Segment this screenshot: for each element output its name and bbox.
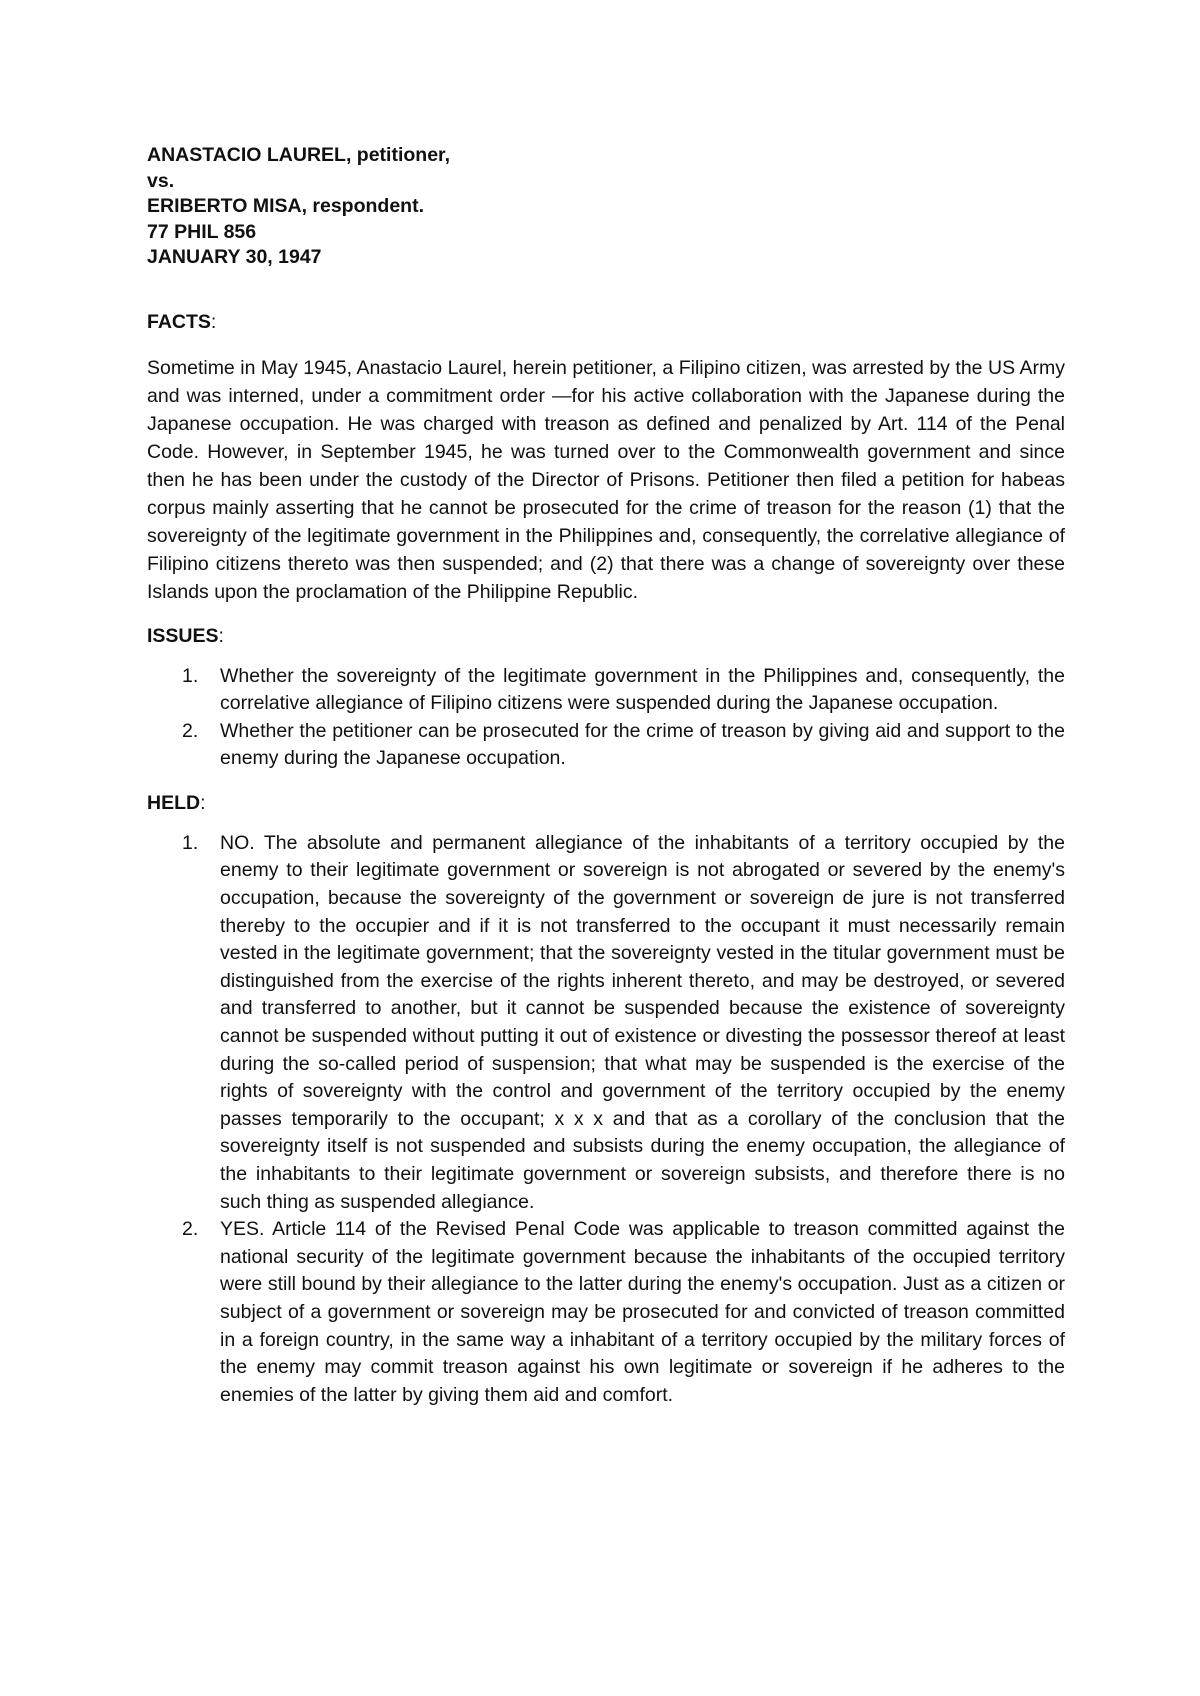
list-item-text: YES. Article 114 of the Revised Penal Code was applicable to treason committed against the national security of the legitimate government because the inhabitants of the occupied territory were still bound by their allegiance to the latter during the enemy's occupation. Just as a citizen or subject of a government or sovereign may be prosecuted for and convicted of treason committed in a foreign country, in the same way a inhabitant of a territory occupied by the military forces of the enemy may commit treason against his own legitimate or sovereign if he adheres to the enemies of the latter by giving them aid and comfort. [220,1218,1065,1406]
list-item-text: Whether the petitioner can be prosecuted for the crime of treason by giving aid and support to the enemy during the Japanese occupation. [220,719,1065,770]
list-item [147,830,1065,1216]
list-item-number: 1. [182,831,199,854]
versus-line: vs. [147,169,175,192]
document-content [147,143,1065,1409]
issues-list [147,663,1065,773]
facts-heading [147,310,1065,335]
date-line: JANUARY 30, 1947 [147,246,322,268]
list-item [147,663,1065,718]
list-item-number: 2. [182,719,199,742]
list-item-number: 1. [182,664,199,687]
list-item-text: Whether the sovereignty of the legitimate government in the Philippines and, consequently, the correlative allegiance of Filipino citizens were suspended during the Japanese occupation. [220,664,1065,715]
issues-heading-label: ISSUES [147,624,219,647]
list-item-number: 2. [182,1218,199,1241]
facts-heading-label: FACTS [147,310,211,333]
list-item [147,1216,1065,1409]
held-heading-label: HELD [147,791,201,814]
facts-paragraph: Sometime in May 1945, Anastacio Laurel, herein petitioner, a Filipino citizen, was arrested by the US Army and was interned, under a commitment order —for his active collaboration with the Japanese during the Japanese occupation. He was charged with treason as defined and penalized by Art. 114 of the Penal Code. However, in September 1945, he was turned over to the Commonwealth government and since then he has been under the custody of the Director of Prisons. Petitioner then filed a petition for habeas corpus mainly asserting that he cannot be prosecuted for the crime of treason for the reason (1) that the sovereignty of the legitimate government in the Philippines and, consequently, the correlative allegiance of Filipino citizens thereto was then suspended; and (2) that there was a change of sovereignty over these Islands upon the proclamation of the Philippine Republic. [147,356,1065,603]
held-heading-colon: : [200,791,206,814]
held-heading [147,791,1065,816]
petitioner-line [147,143,1065,169]
list-item [147,718,1065,773]
case-caption [147,143,1065,271]
held-list [147,830,1065,1409]
respondent-line: ERIBERTO MISA, respondent. [147,195,424,217]
facts-heading-colon: : [210,310,217,333]
petitioner-role: , petitioner, [345,144,450,166]
issues-heading [147,624,1065,649]
list-item-text: NO. The absolute and permanent allegiance of the inhabitants of a territory occupied by the enemy to their legitimate government or sovereign is not abrogated or severed by the enemy's occupation, because the sovereignty of the government or sovereign de jure is not transferred thereby to the occupier and if it is not transferred to the occupant it must necessarily remain vested in the legitimate government; that the sovereignty vested in the titular government must be distinguished from the exercise of the rights inherent thereto, and may be destroyed, or severed and transferred to another, but it cannot be suspended because the existence of sovereignty cannot be suspended without putting it out of existence or divesting the possessor thereof at least during the so-called period of suspension; that what may be suspended is the exercise of the rights of sovereignty with the control and government of the territory occupied by the enemy passes temporarily to the occupant; x x x and that as a corollary of the conclusion that the sovereignty itself is not suspended and subsists during the enemy occupation, the allegiance of the inhabitants to their legitimate government or sovereign subsists, and therefore there is no such thing as suspended allegiance. [220,831,1065,1213]
citation-line: 77 PHIL 856 [147,220,257,243]
issues-heading-colon: : [218,624,224,647]
petitioner-name: ANASTACIO LAUREL [147,144,346,166]
